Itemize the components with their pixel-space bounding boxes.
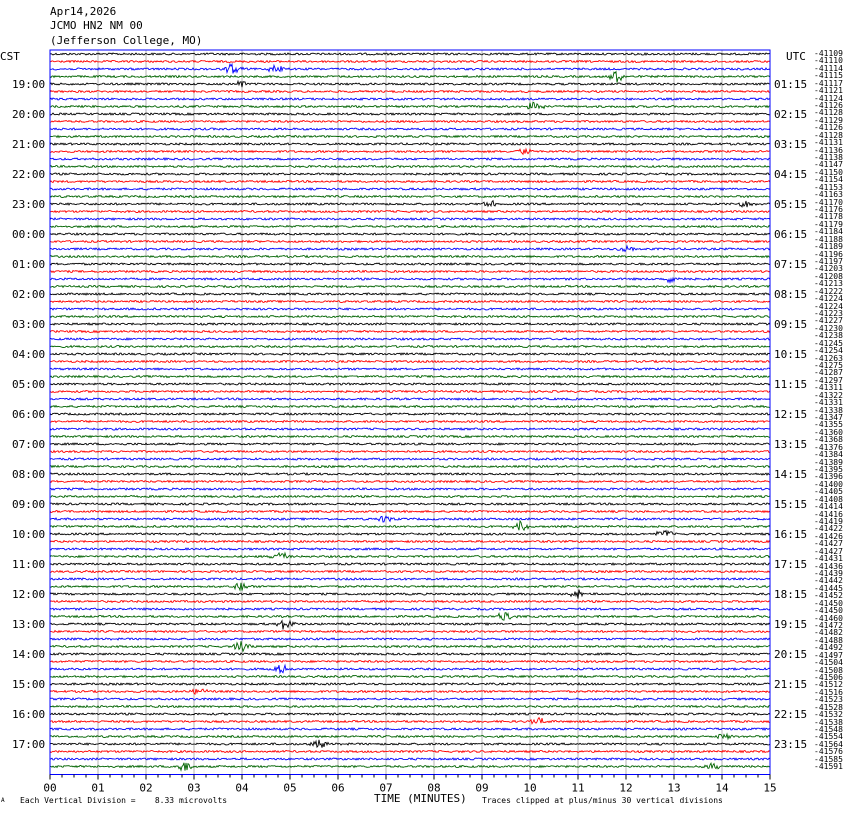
x-tick-label-10: 10 — [523, 781, 537, 795]
right-time-label: 20:15 — [774, 648, 808, 661]
trace-27 — [50, 256, 770, 258]
right-time-label: 13:15 — [774, 438, 808, 451]
count-label: -41197 — [814, 256, 843, 266]
count-label: -41338 — [814, 405, 843, 415]
x-tick-label-00: 00 — [43, 781, 57, 795]
count-label: -41109 — [814, 49, 843, 58]
trace-40 — [50, 353, 770, 355]
trace-44 — [50, 383, 770, 385]
count-label: -41150 — [814, 167, 843, 177]
right-time-label: 07:15 — [774, 258, 808, 271]
count-label: -41263 — [814, 353, 843, 363]
count-label: -41126 — [814, 100, 843, 110]
count-label: -41275 — [814, 360, 843, 370]
trace-4 — [50, 81, 770, 87]
trace-67 — [50, 553, 770, 558]
trace-52 — [50, 443, 770, 445]
trace-39 — [50, 346, 770, 348]
x-tick-label-09: 09 — [475, 781, 489, 795]
header-date: Apr14,2026 — [50, 5, 117, 18]
count-label: -41147 — [814, 160, 843, 170]
trace-94 — [50, 758, 770, 760]
left-time-label: 15:00 — [12, 678, 46, 691]
trace-14 — [50, 158, 770, 160]
right-time-label: 21:15 — [774, 678, 808, 691]
count-label: -41427 — [814, 539, 843, 549]
trace-26 — [50, 246, 770, 251]
count-label: -41516 — [814, 687, 843, 697]
count-label: -41512 — [814, 680, 843, 690]
trace-24 — [50, 233, 770, 235]
trace-57 — [50, 481, 770, 483]
count-label: -41213 — [814, 279, 843, 289]
trace-70 — [50, 578, 770, 580]
trace-56 — [50, 473, 770, 475]
count-label: -41376 — [814, 442, 843, 452]
count-label: -41331 — [814, 398, 843, 408]
trace-43 — [50, 376, 770, 378]
right-time-label: 19:15 — [774, 618, 808, 631]
count-label: -41230 — [814, 323, 843, 333]
left-time-label: 10:00 — [12, 528, 46, 541]
count-label: -41532 — [814, 710, 843, 720]
trace-78 — [50, 638, 770, 640]
count-label: -41384 — [814, 450, 843, 460]
trace-82 — [50, 665, 770, 672]
count-label: -41254 — [814, 346, 843, 356]
left-time-label: 20:00 — [12, 108, 46, 121]
trace-20 — [50, 201, 770, 207]
count-label: -41126 — [814, 123, 843, 133]
count-label: -41576 — [814, 747, 843, 757]
count-label: -41128 — [814, 130, 843, 140]
x-tick-label-08: 08 — [427, 781, 441, 795]
left-time-label: 07:00 — [12, 438, 46, 451]
trace-47 — [50, 406, 770, 408]
count-label: -41223 — [814, 308, 843, 318]
count-label: -41452 — [814, 591, 843, 601]
count-label: -41528 — [814, 702, 843, 712]
count-label: -41564 — [814, 739, 843, 749]
trace-33 — [50, 301, 770, 303]
trace-0 — [50, 53, 770, 55]
count-label: -41426 — [814, 531, 843, 541]
left-time-label: 21:00 — [12, 138, 46, 151]
trace-88 — [50, 713, 770, 715]
count-label: -41136 — [814, 145, 843, 155]
trace-46 — [50, 398, 770, 400]
right-time-label: 16:15 — [774, 528, 808, 541]
count-label: -41396 — [814, 472, 843, 482]
x-tick-label-01: 01 — [91, 781, 105, 795]
left-time-label: 01:00 — [12, 258, 46, 271]
x-tick-label-13: 13 — [667, 781, 681, 795]
trace-81 — [50, 661, 770, 663]
left-time-label: 05:00 — [12, 378, 46, 391]
count-label: -41203 — [814, 264, 843, 274]
right-time-label: 22:15 — [774, 708, 808, 721]
trace-29 — [50, 271, 770, 273]
trace-60 — [50, 503, 770, 505]
right-time-label: 23:15 — [774, 738, 808, 751]
trace-91 — [50, 734, 770, 739]
count-label: -41506 — [814, 672, 843, 682]
count-label: -41591 — [814, 762, 843, 772]
right-time-label: 11:15 — [774, 378, 808, 391]
trace-31 — [50, 286, 770, 288]
trace-2 — [50, 64, 770, 73]
right-time-label: 18:15 — [774, 588, 808, 601]
left-time-label: 17:00 — [12, 738, 46, 751]
count-label: -41405 — [814, 487, 843, 497]
right-time-label: 01:15 — [774, 78, 808, 91]
trace-36 — [50, 323, 770, 325]
trace-5 — [50, 91, 770, 93]
count-label: -41189 — [814, 242, 843, 252]
trace-48 — [50, 413, 770, 415]
trace-84 — [50, 683, 770, 685]
count-label: -41179 — [814, 219, 843, 229]
x-tick-label-05: 05 — [283, 781, 297, 795]
right-time-label: 03:15 — [774, 138, 808, 151]
count-label: -41416 — [814, 509, 843, 519]
count-label: -41482 — [814, 628, 843, 638]
trace-3 — [50, 72, 770, 83]
right-time-label: 10:15 — [774, 348, 808, 361]
trace-80 — [50, 653, 770, 655]
trace-18 — [50, 188, 770, 190]
trace-42 — [50, 368, 770, 370]
trace-85 — [50, 689, 770, 694]
left-time-label: 00:00 — [12, 228, 46, 241]
count-label: -41163 — [814, 190, 843, 200]
count-label: -41115 — [814, 71, 843, 81]
count-label: -41436 — [814, 561, 843, 571]
trace-74 — [50, 608, 770, 610]
x-tick-label-15: 15 — [763, 781, 777, 795]
right-time-label: 06:15 — [774, 228, 808, 241]
trace-87 — [50, 706, 770, 708]
left-time-label: 11:00 — [12, 558, 46, 571]
trace-66 — [50, 548, 770, 550]
trace-65 — [50, 541, 770, 543]
count-label: -41400 — [814, 479, 843, 489]
left-time-label: 16:00 — [12, 708, 46, 721]
x-tick-label-11: 11 — [571, 781, 585, 795]
count-label: -41523 — [814, 695, 843, 705]
right-time-label: 05:15 — [774, 198, 808, 211]
trace-37 — [50, 331, 770, 333]
scale-note: Each Vertical Division = 8.33 microvolts — [20, 796, 228, 805]
count-label: -41131 — [814, 138, 843, 148]
count-label: -41154 — [814, 175, 843, 185]
trace-69 — [50, 571, 770, 573]
trace-41 — [50, 361, 770, 363]
count-label: -41227 — [814, 316, 843, 326]
count-label: -41395 — [814, 464, 843, 474]
trace-28 — [50, 263, 770, 265]
count-label: -41419 — [814, 516, 843, 526]
trace-90 — [50, 728, 770, 730]
right-time-label: 12:15 — [774, 408, 808, 421]
trace-72 — [50, 590, 770, 599]
count-label: -41538 — [814, 717, 843, 727]
left-time-label: 09:00 — [12, 498, 46, 511]
trace-6 — [50, 98, 770, 100]
count-label: -41368 — [814, 435, 843, 445]
trace-64 — [50, 531, 770, 536]
count-label: -41431 — [814, 554, 843, 564]
count-label: -41442 — [814, 576, 843, 586]
left-time-label: 13:00 — [12, 618, 46, 631]
x-tick-label-07: 07 — [379, 781, 393, 795]
count-label: -41355 — [814, 420, 843, 430]
count-label: -41322 — [814, 390, 843, 400]
trace-49 — [50, 421, 770, 423]
count-label: -41178 — [814, 212, 843, 222]
x-tick-label-12: 12 — [619, 781, 633, 795]
trace-58 — [50, 488, 770, 490]
trace-63 — [50, 521, 770, 530]
count-label: -41188 — [814, 234, 843, 244]
left-timezone-label: CST — [0, 50, 20, 63]
left-time-label: 02:00 — [12, 288, 46, 301]
count-label: -41439 — [814, 568, 843, 578]
left-time-label: 04:00 — [12, 348, 46, 361]
header-site: (Jefferson College, MO) — [50, 34, 203, 47]
count-label: -41414 — [814, 502, 843, 512]
count-label: -41497 — [814, 650, 843, 660]
trace-34 — [50, 308, 770, 310]
count-label: -41504 — [814, 658, 843, 668]
trace-32 — [50, 293, 770, 295]
right-time-label: 14:15 — [774, 468, 808, 481]
trace-59 — [50, 496, 770, 498]
right-time-label: 15:15 — [774, 498, 808, 511]
trace-15 — [50, 166, 770, 168]
count-label: -41124 — [814, 93, 843, 103]
trace-83 — [50, 676, 770, 678]
left-time-label: 19:00 — [12, 78, 46, 91]
left-time-label: 12:00 — [12, 588, 46, 601]
trace-68 — [50, 563, 770, 565]
right-timezone-label: UTC — [786, 50, 806, 63]
count-label: -41238 — [814, 331, 843, 341]
trace-93 — [50, 751, 770, 753]
left-time-label: 08:00 — [12, 468, 46, 481]
trace-10 — [50, 128, 770, 130]
trace-12 — [50, 143, 770, 145]
trace-23 — [50, 226, 770, 228]
count-label: -41128 — [814, 108, 843, 118]
count-label: -41508 — [814, 665, 843, 675]
trace-77 — [50, 631, 770, 633]
trace-92 — [50, 740, 770, 748]
count-label: -41554 — [814, 732, 843, 742]
header-station: JCMO HN2 NM 00 — [50, 19, 143, 32]
left-time-label: 23:00 — [12, 198, 46, 211]
count-label: -41184 — [814, 227, 843, 237]
trace-61 — [50, 511, 770, 513]
count-label: -41176 — [814, 204, 843, 214]
x-tick-label-04: 04 — [235, 781, 249, 795]
count-label: -41450 — [814, 598, 843, 608]
trace-54 — [50, 458, 770, 460]
count-label: -41460 — [814, 613, 843, 623]
trace-30 — [50, 278, 770, 283]
left-time-label: 06:00 — [12, 408, 46, 421]
count-label: -41222 — [814, 286, 843, 296]
count-label: -41287 — [814, 368, 843, 378]
count-label: -41153 — [814, 182, 843, 192]
count-label: -41170 — [814, 197, 843, 207]
count-label: -41548 — [814, 724, 843, 734]
count-label: -41117 — [814, 78, 843, 88]
count-label: -41492 — [814, 643, 843, 653]
count-label: -41427 — [814, 546, 843, 556]
x-tick-label-06: 06 — [331, 781, 345, 795]
x-tick-label-14: 14 — [715, 781, 729, 795]
count-label: -41297 — [814, 375, 843, 385]
trace-9 — [50, 121, 770, 123]
trace-62 — [50, 516, 770, 522]
trace-95 — [50, 763, 770, 771]
trace-50 — [50, 428, 770, 430]
trace-19 — [50, 196, 770, 198]
count-label: -41347 — [814, 412, 843, 422]
trace-7 — [50, 102, 770, 109]
trace-13 — [50, 149, 770, 154]
trace-38 — [50, 338, 770, 340]
trace-55 — [50, 466, 770, 468]
trace-86 — [50, 698, 770, 700]
trace-51 — [50, 436, 770, 438]
trace-11 — [50, 136, 770, 138]
trace-16 — [50, 173, 770, 175]
right-time-label: 04:15 — [774, 168, 808, 181]
count-label: -41360 — [814, 427, 843, 437]
clip-note: Traces clipped at plus/minus 30 vertical divisions — [482, 796, 723, 805]
trace-89 — [50, 718, 770, 724]
trace-25 — [50, 241, 770, 243]
count-label: -41422 — [814, 524, 843, 534]
trace-21 — [50, 211, 770, 213]
count-label: -41138 — [814, 152, 843, 162]
x-tick-label-02: 02 — [139, 781, 153, 795]
count-label: -41389 — [814, 457, 843, 467]
count-label: -41224 — [814, 294, 843, 304]
x-axis-title: TIME (MINUTES) — [374, 792, 467, 805]
count-label: -41121 — [814, 86, 843, 96]
count-label: -41224 — [814, 301, 843, 311]
count-label: -41445 — [814, 583, 843, 593]
right-time-label: 09:15 — [774, 318, 808, 331]
count-label: -41450 — [814, 606, 843, 616]
count-label: -41208 — [814, 271, 843, 281]
right-time-label: 17:15 — [774, 558, 808, 571]
count-label: -41245 — [814, 338, 843, 348]
count-label: -41196 — [814, 249, 843, 259]
count-label: -41585 — [814, 754, 843, 764]
trace-35 — [50, 316, 770, 318]
left-time-label: 22:00 — [12, 168, 46, 181]
trace-8 — [50, 113, 770, 115]
trace-53 — [50, 451, 770, 453]
trace-73 — [50, 601, 770, 603]
trace-17 — [50, 181, 770, 183]
right-time-label: 02:15 — [774, 108, 808, 121]
traces — [50, 53, 770, 771]
count-label: -41311 — [814, 383, 843, 393]
trace-45 — [50, 391, 770, 393]
count-label: -41488 — [814, 635, 843, 645]
x-tick-label-03: 03 — [187, 781, 201, 795]
count-label: -41110 — [814, 56, 843, 66]
count-label: -41408 — [814, 494, 843, 504]
trace-79 — [50, 641, 770, 651]
trace-75 — [50, 613, 770, 620]
trace-1 — [50, 61, 770, 63]
count-label: -41129 — [814, 115, 843, 125]
trace-22 — [50, 218, 770, 220]
left-time-label: 03:00 — [12, 318, 46, 331]
trace-76 — [50, 621, 770, 630]
left-time-label: 14:00 — [12, 648, 46, 661]
logo-mark: A — [1, 797, 5, 804]
count-label: -41472 — [814, 620, 843, 630]
trace-71 — [50, 583, 770, 591]
count-label: -41114 — [814, 63, 843, 73]
right-time-label: 08:15 — [774, 288, 808, 301]
